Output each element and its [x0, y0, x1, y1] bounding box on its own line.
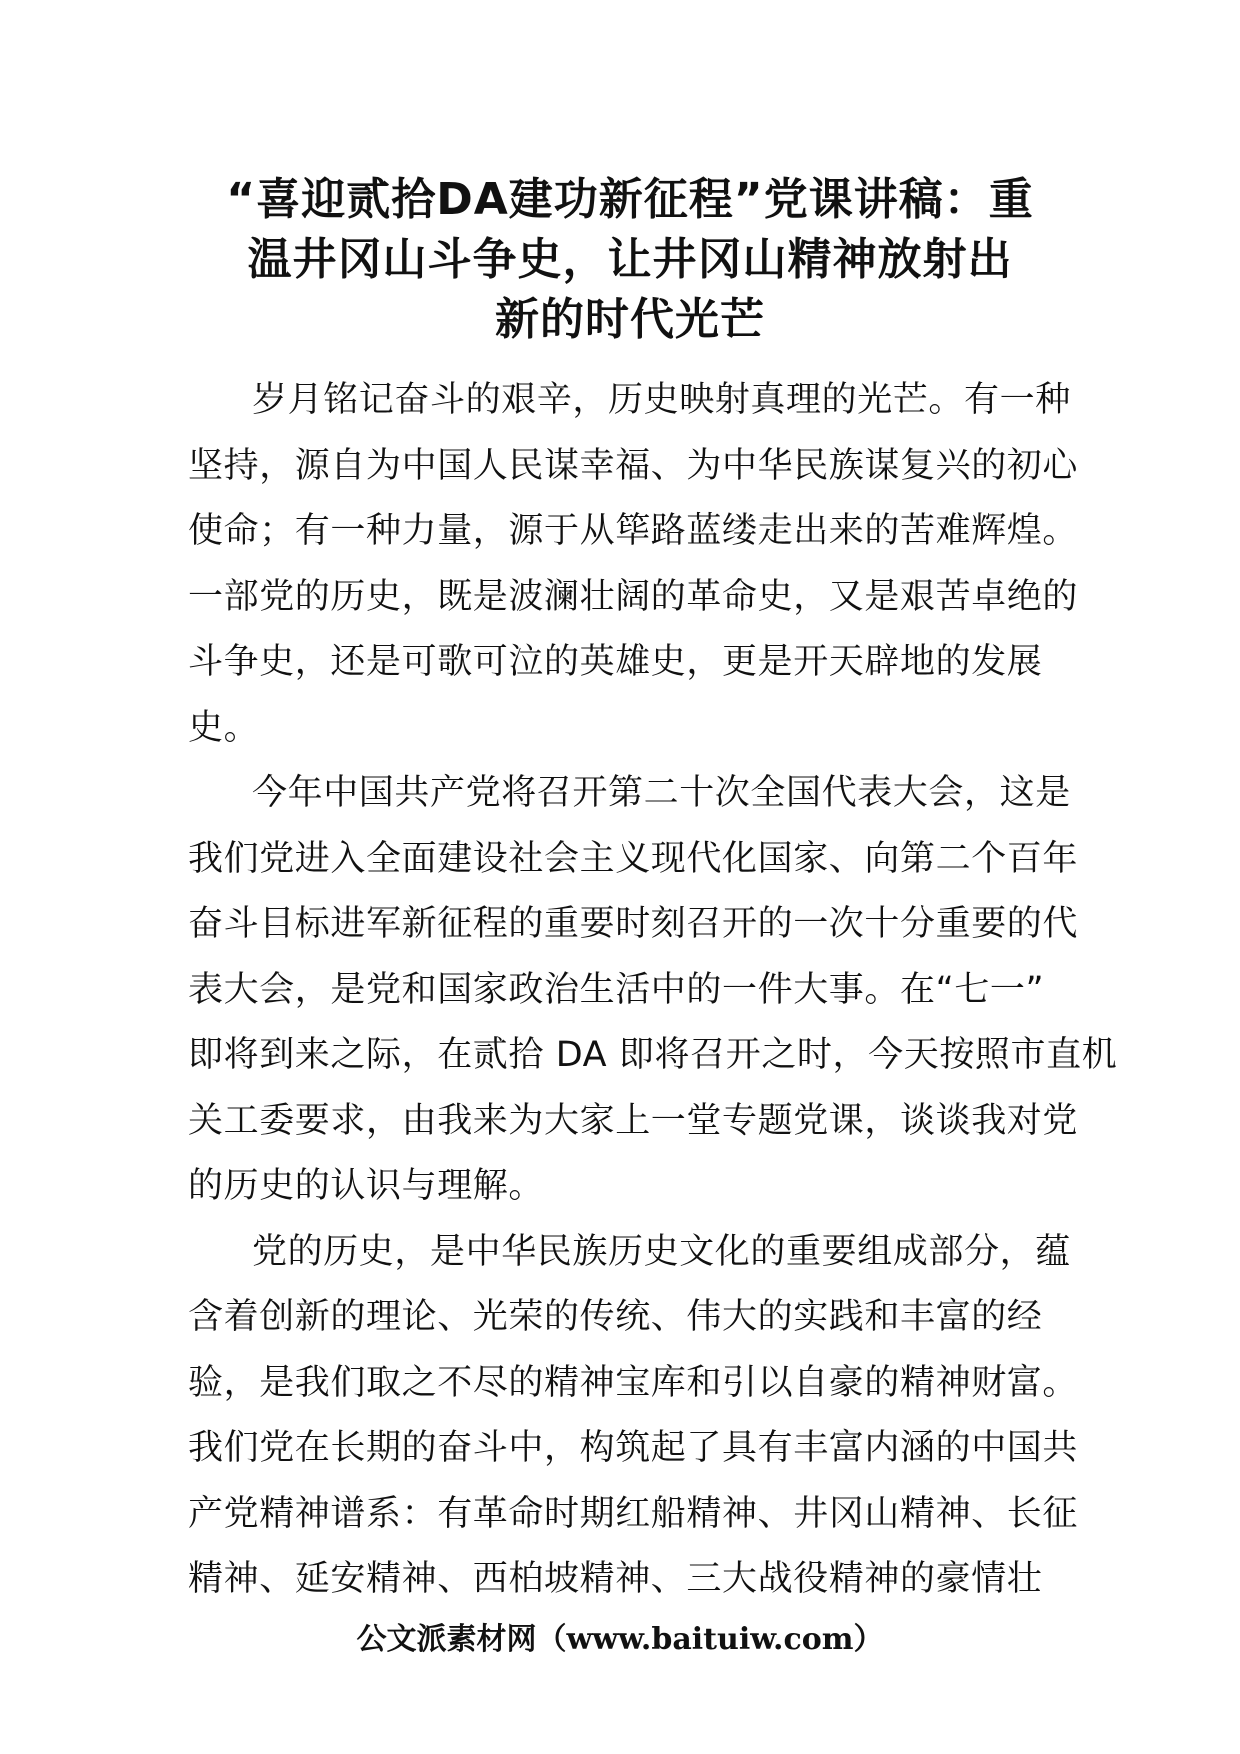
page-footer-watermark: 公文派素材网（www.baituiw.com） [356, 1622, 884, 1657]
paragraph-line: 关工委要求，由我来为大家上一堂专题党课，谈谈我对党 [188, 1100, 1079, 1141]
paragraph-line: 斗争史，还是可歌可泣的英雄史，更是开天辟地的发展 [188, 642, 1043, 682]
paragraph-line: 我们党进入全面建设社会主义现代化国家、向第二个百年 [188, 838, 1079, 879]
document-body [188, 368, 1118, 1613]
title-line: 温井冈山斗争史，让井冈山精神放射出 [247, 234, 1013, 285]
paragraph-line: 产党精神谱系：有革命时期红船精神、井冈山精神、长征 [188, 1493, 1079, 1534]
paragraph [188, 761, 1118, 1220]
paragraph-line: 精神、延安精神、西柏坡精神、三大战役精神的豪情壮 [188, 1559, 1043, 1599]
paragraph-line: 使命；有一种力量，源于从筚路蓝缕走出来的苦难辉煌。 [188, 511, 1079, 551]
paragraph-line: 奋斗目标进军新征程的重要时刻召开的一次十分重要的代 [188, 904, 1079, 944]
title-line: 新的时代光芒 [495, 294, 765, 345]
paragraph-line: 今年中国共产党将召开第二十次全国代表大会，这是 [252, 773, 1071, 813]
paragraph-line: 党的历史，是中华民族历史文化的重要组成部分，蕴 [252, 1231, 1071, 1272]
paragraph-line: 表大会，是党和国家政治生活中的一件大事。在“七一” [188, 969, 1045, 1010]
paragraph [188, 1220, 1079, 1613]
paragraph-line: 含着创新的理论、光荣的传统、伟大的实践和丰富的经 [188, 1297, 1043, 1337]
paragraph-line: 我们党在长期的奋斗中，构筑起了具有丰富内涵的中国共 [188, 1428, 1079, 1468]
paragraph [188, 368, 1079, 761]
paragraph-line: 的历史的认识与理解。 [188, 1166, 545, 1206]
paragraph-line: 即将到来之际，在贰拾 DA 即将召开之时，今天按照市直机 [188, 1035, 1118, 1075]
paragraph-line: 验，是我们取之不尽的精神宝库和引以自豪的精神财富。 [188, 1362, 1079, 1403]
document-title [200, 170, 1060, 350]
paragraph-line: 史。 [188, 707, 260, 748]
paragraph-line: 坚持，源自为中国人民谋幸福、为中华民族谋复兴的初心 [188, 445, 1079, 486]
paragraph-line: 岁月铭记奋斗的艰辛，历史映射真理的光芒。有一种 [252, 380, 1071, 420]
paragraph-line: 一部党的历史，既是波澜壮阔的革命史，又是艰苦卓绝的 [188, 576, 1079, 617]
title-line: “喜迎贰拾DA建功新征程”党课讲稿：重 [226, 174, 1034, 225]
